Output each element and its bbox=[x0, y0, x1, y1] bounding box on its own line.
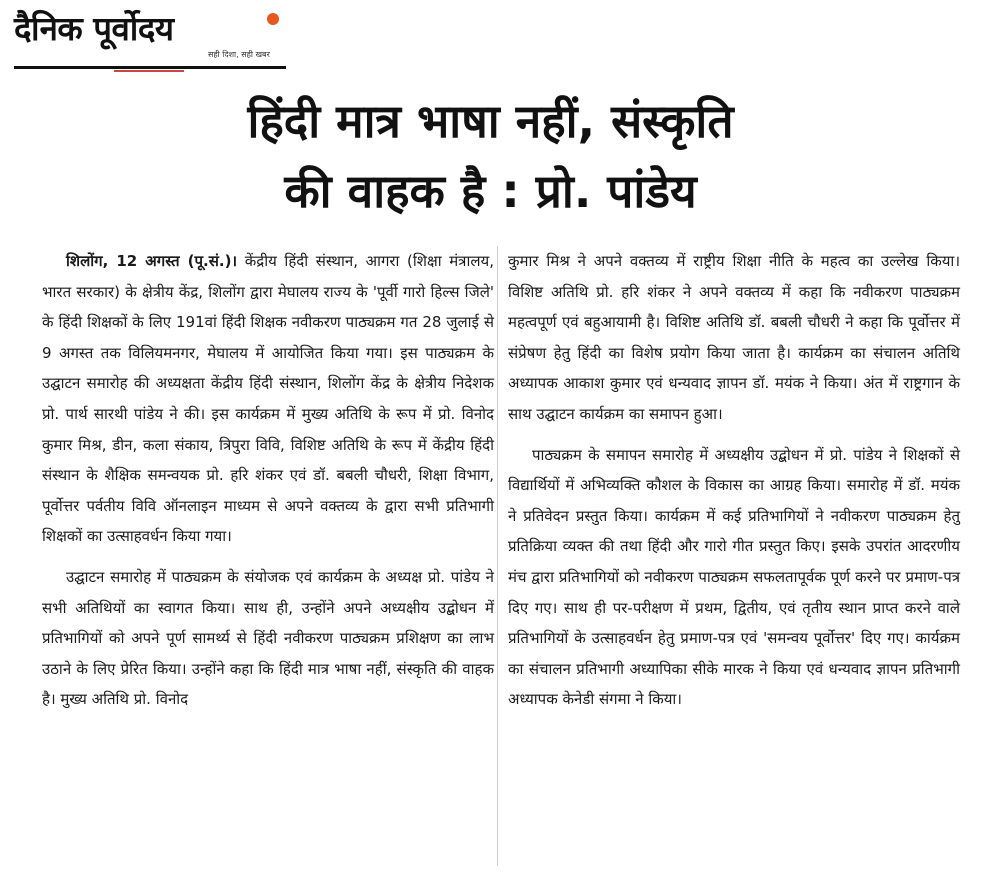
paragraph-1-text: केंद्रीय हिंदी संस्थान, आगरा (शिक्षा मंत्रालय, भारत सरकार) के क्षेत्रीय केंद्र, शिलोंग द्वारा मेघालय राज्य के 'पूर्वी गारो हिल्स जिले' के हिंदी शिक्षकों के लिए 191वां हिंदी शिक्षक नवीकरण पाठ्यक्रम गत 28 जुलाई से 9 अगस्त तक विलियमनगर, मेघालय में आयोजित किया गया। इस पाठ्यक्रम के उद्घाटन समारोह की अध्यक्षता केंद्रीय हिंदी संस्थान, शिलोंग केंद्र के क्षेत्रीय निदेशक प्रो. पार्थ सारथी पांडेय ने की। इस कार्यक्रम में मुख्य अतिथि के रूप में प्रो. विनोद कुमार मिश्र, डीन, कला संकाय, त्रिपुरा विवि, विशिष्ट अतिथि के रूप में केंद्रीय हिंदी संस्थान के शैक्षिक समन्वयक प्रो. हरि शंकर एवं डॉ. बबली चौधरी, शिक्षा विभाग, पूर्वोत्तर पर्वतीय विवि ऑनलाइन माध्यम से अपने वक्तव्य के द्वारा सभी प्रतिभागी शिक्षकों का उत्साहवर्धन किया गया। bbox=[42, 252, 494, 546]
headline-line-2: की वाहक है : प्रो. पांडेय bbox=[284, 164, 697, 218]
newspaper-tagline: सही दिशा, सही खबर bbox=[208, 50, 270, 59]
article-column-right bbox=[508, 246, 960, 715]
article-paragraph-1 bbox=[42, 246, 494, 552]
article-column-left bbox=[42, 246, 494, 715]
headline bbox=[0, 86, 981, 226]
masthead-logo bbox=[14, 6, 286, 72]
masthead-rule bbox=[14, 66, 286, 69]
dateline: शिलोंग, 12 अगस्त (पू.सं.)। bbox=[66, 252, 238, 270]
newspaper-name: दैनिक पूर्वोदय bbox=[14, 9, 174, 48]
article-paragraph-4: पाठ्यक्रम के समापन समारोह में अध्यक्षीय उद्बोधन में प्रो. पांडेय ने शिक्षकों से विद्यार्थियों में अभिव्यक्ति कौशल के विकास का आग्रह किया। समारोह में डॉ. मयंक ने प्रतिवेदन प्रस्तुत किया। कार्यक्रम में कई प्रतिभागियों ने नवीकरण पाठ्यक्रम हेतु प्रतिक्रिया व्यक्त की तथा हिंदी और गारो गीत प्रस्तुत किए। इसके उपरांत आदरणीय मंच द्वारा प्रतिभागियों को नवीकरण पाठ्यक्रम सफलतापूर्वक पूर्ण करने पर प्रमाण-पत्र दिए गए। साथ ही पर-परीक्षण में प्रथम, द्वितीय, एवं तृतीय स्थान प्राप्त करने वाले प्रतिभागियों के उत्साहवर्धन हेतु प्रमाण-पत्र एवं 'समन्वय पूर्वोत्तर' दिए गए। कार्यक्रम का संचालन प्रतिभागी अध्यापिका सीके मारक ने किया एवं धन्यवाद ज्ञापन प्रतिभागी अध्यापक केनेडी संगमा ने किया। bbox=[508, 445, 960, 709]
masthead-accent-line bbox=[114, 70, 184, 72]
article-paragraph-2: उद्घाटन समारोह में पाठ्यक्रम के संयोजक एवं कार्यक्रम के अध्यक्ष प्रो. पांडेय ने सभी अतिथियों का स्वागत किया। साथ ही, उन्होंने अपने अध्यक्षीय उद्बोधन में प्रतिभागियों को अपने पूर्ण सामर्थ्य से हिंदी नवीकरण पाठ्यक्रम प्रशिक्षण का लाभ उठाने के लिए प्रेरित किया। उन्होंने कहा कि हिंदी मात्र भाषा नहीं, संस्कृति की वाहक है। मुख्य अतिथि प्रो. विनोद bbox=[42, 567, 494, 709]
article-paragraph-3: कुमार मिश्र ने अपने वक्तव्य में राष्ट्रीय शिक्षा नीति के महत्व का उल्लेख किया। विशिष्ट अतिथि प्रो. हरि शंकर ने अपने वक्तव्य में कहा कि नवीकरण पाठ्यक्रम महत्वपूर्ण एवं बहुआयामी है। विशिष्ट अतिथि डॉ. बबली चौधरी ने कहा कि पूर्वोत्तर में संप्रेषण हेतु हिंदी का विशेष प्रयोग किया जाता है। कार्यक्रम का संचालन अतिथि अध्यापक आकाश कुमार एवं धन्यवाद ज्ञापन डॉ. मयंक ने किया। अंत में राष्ट्रगान के साथ उद्घाटन कार्यक्रम का समापन हुआ। bbox=[508, 252, 960, 423]
headline-line-1: हिंदी मात्र भाषा नहीं, संस्कृति bbox=[247, 94, 734, 148]
column-divider bbox=[497, 246, 498, 866]
logo-dot-icon bbox=[267, 13, 279, 25]
